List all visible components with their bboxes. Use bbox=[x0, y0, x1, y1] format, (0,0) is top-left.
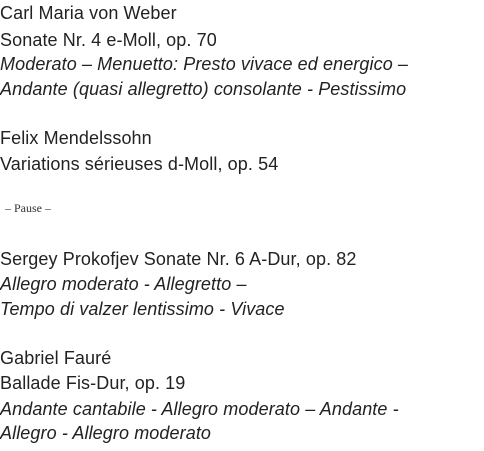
prokofjev-movements-line-1: Allegro moderato - Allegretto – bbox=[0, 274, 247, 294]
pause-label: – Pause – bbox=[5, 201, 51, 215]
weber-movements-line-2: Andante (quasi allegretto) consolante - Pestissimo bbox=[0, 79, 407, 99]
weber-work: Sonate Nr. 4 e-Moll, op. 70 bbox=[0, 30, 217, 50]
mendelssohn-work: Variations sérieuses d-Moll, op. 54 bbox=[0, 154, 279, 174]
prokofjev-movements-line-2: Tempo di valzer lentissimo - Vivace bbox=[0, 299, 285, 319]
weber-composer: Carl Maria von Weber bbox=[0, 3, 177, 23]
faure-composer: Gabriel Fauré bbox=[0, 348, 112, 368]
faure-movements-line-2: Allegro - Allegro moderato bbox=[0, 423, 212, 443]
faure-work: Ballade Fis-Dur, op. 19 bbox=[0, 373, 186, 393]
weber-movements-line-1: Moderato – Menuetto: Presto vivace ed energico – bbox=[0, 54, 409, 74]
mendelssohn-composer: Felix Mendelssohn bbox=[0, 128, 152, 148]
faure-movements-line-1: Andante cantabile - Allegro moderato – Andante - bbox=[0, 399, 399, 419]
prokofjev-composer-work: Sergey Prokofjev Sonate Nr. 6 A-Dur, op. 82 bbox=[0, 249, 357, 269]
